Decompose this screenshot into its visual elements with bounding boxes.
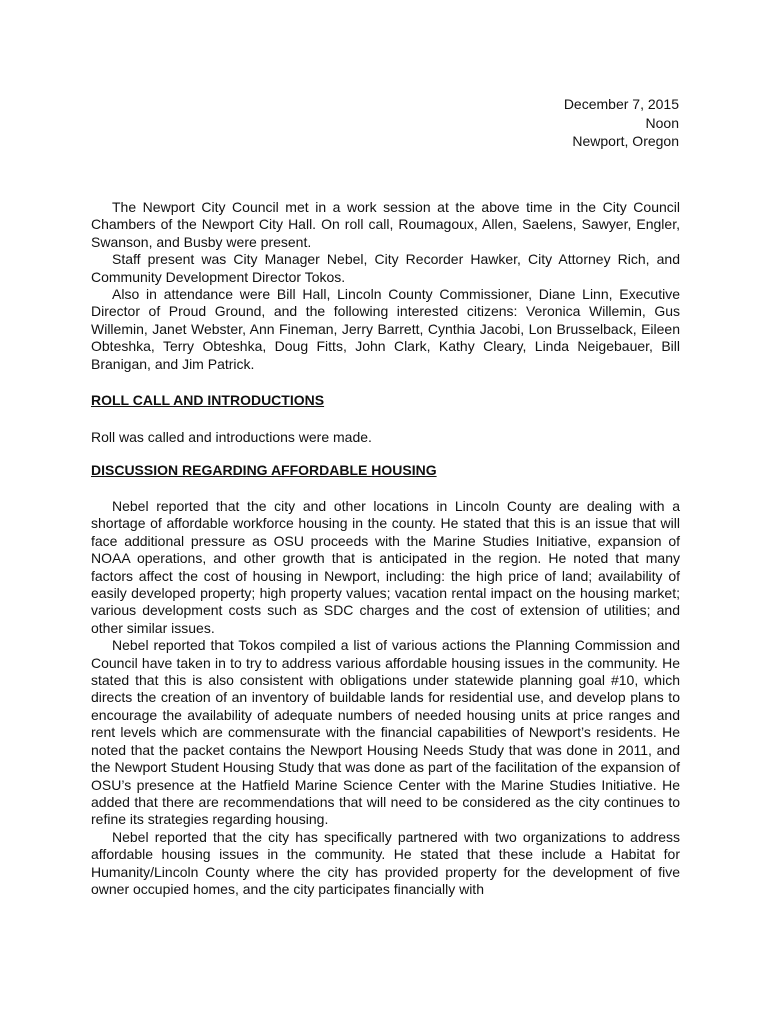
housing-heading: DISCUSSION REGARDING AFFORDABLE HOUSING: [91, 462, 437, 478]
meeting-location: Newport, Oregon: [572, 133, 679, 149]
housing-section: [91, 498, 680, 898]
housing-paragraph: Nebel reported that the city has specifically partnered with two organizations to address affordable housing issues in the community. He stated that these include a Habitat for Humanity/Lincoln County where the city has provided property for the development of five owner occupied homes, and the city participates financially with: [91, 828, 680, 897]
intro-paragraph: Also in attendance were Bill Hall, Lincoln County Commissioner, Diane Linn, Executive Director of Proud Ground, and the following interested citizens: Veronica Willemin, Gus Willemin, Janet Webster, Ann Fineman, Jerry Barrett, Cynthia Jacobi, Lon Brusselback, Eileen Obteshka, Terry Obteshka, Doug Fitts, John Clark, Kathy Cleary, Linda Neigebauer, Bill Branigan, and Jim Patrick.: [91, 286, 680, 372]
intro-paragraph: The Newport City Council met in a work session at the above time in the City Council Chambers of the Newport City Hall. On roll call, Roumagoux, Allen, Saelens, Sawyer, Engler, Swanson, and Busby were present.: [91, 199, 680, 250]
intro-section: [91, 199, 680, 373]
housing-paragraph: Nebel reported that Tokos compiled a list of various actions the Planning Commission and Council have taken in to try to address various affordable housing issues in the community. He stated that this is also consistent with obligations under statewide planning goal #10, which directs the creation of an inventory of buildable lands for residential use, and develop plans to encourage the availability of adequate numbers of needed housing units at price ranges and rent levels which are commensurate with the financial capabilities of Newport’s residents. He noted that the packet contains the Newport Housing Needs Study that was done in 2011, and the Newport Student Housing Study that was done as part of the facilitation of the expansion of OSU’s presence at the Hatfield Marine Science Center with the Marine Studies Initiative. He added that there are recommendations that will need to be considered as the city continues to refine its strategies regarding housing.: [91, 637, 680, 828]
meeting-header: [470, 95, 679, 151]
intro-paragraph: Staff present was City Manager Nebel, City Recorder Hawker, City Attorney Rich, and Community Development Director Tokos.: [91, 251, 680, 285]
meeting-date: December 7, 2015: [563, 96, 679, 112]
roll-call-text: Roll was called and introductions were made.: [91, 429, 372, 445]
housing-paragraph: Nebel reported that the city and other locations in Lincoln County are dealing with a shortage of affordable workforce housing in the county. He stated that this is an issue that will face additional pressure as OSU proceeds with the Marine Studies Initiative, expansion of NOAA operations, and other growth that is anticipated in the region. He noted that many factors affect the cost of housing in Newport, including: the high price of land; availability of easily developed property; high property values; vacation rental impact on the housing market; various development costs such as SDC charges and the cost of extension of utilities; and other similar issues.: [91, 498, 680, 636]
roll-call-heading: ROLL CALL AND INTRODUCTIONS: [91, 392, 325, 408]
meeting-time: Noon: [645, 114, 679, 131]
roll-call-section: [91, 429, 680, 446]
